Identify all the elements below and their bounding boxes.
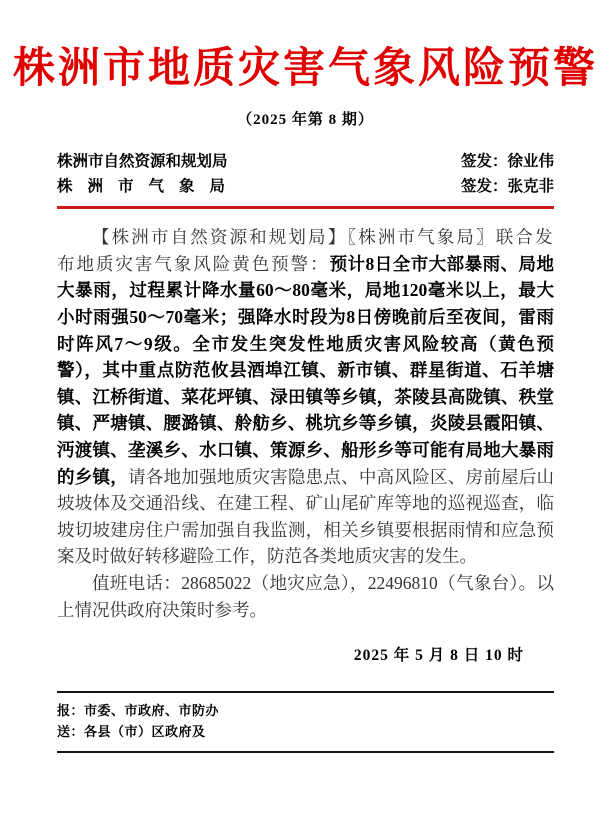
issue-number: （2025 年第 8 期） [237, 112, 374, 129]
warning-paragraph [57, 224, 554, 570]
document-body [57, 224, 554, 623]
warning-guidance-text: 请各地加强地质灾害隐患点、中高风险区、房前屋后山坡坡体及交通沿线、在建工程、矿山尾矿库等地的巡视巡查，临坡切坡建房住户需加强自我监测，相关乡镇要根据雨情和应急预案及时做好转移避险工作，防范各类地质灾害的发生。 [57, 466, 555, 567]
warning-emphasis-text: 预计8日全市大部暴雨、局地大暴雨，过程累计降水量60～80毫米，局地120毫米以上，最大小时雨强50～70毫米；强降水时段为8日傍晚前后至夜间，雷雨时阵风7～9级。全市发生突发性地质灾害风险较高（黄色预警），其中重点防范攸县酒埠江镇、新市镇、群星街道、石羊塘镇、江桥街道、菜花坪镇、渌田镇等乡镇，茶陵县高陇镇、秩堂镇、严塘镇、腰潞镇、舲舫乡、桃坑乡等乡镇，炎陵县霞阳镇、沔渡镇、垄溪乡、水口镇、策源乡、船形乡等可能有局地大暴雨的乡镇， [57, 253, 555, 487]
issue-date: 2025 年 5 月 8 日 10 时 [353, 647, 524, 665]
red-divider-line [57, 206, 554, 209]
signer-meteorological-bureau: 签发：张克非 [460, 178, 554, 196]
warning-intro-text: 【株洲市自然资源和规划局】〖株洲市气象局〗联合发布地质灾害气象风险黄色预警： [57, 227, 554, 274]
footer-report-line: 报：市委、市政府、市防办 [57, 703, 220, 719]
page-title: 株洲市地质灾害气象风险预警 [12, 46, 598, 92]
header-row-resources-bureau [57, 149, 554, 174]
org-name-meteorological-bureau: 株洲市气象局 [57, 178, 225, 196]
duty-phone-paragraph: 值班电话：28685022（地灾应急），22496810（气象台）。以上情况供政府决策时参考。 [57, 572, 554, 620]
distribution-footer [57, 691, 554, 753]
org-name-resources-bureau: 株洲市自然资源和规划局 [57, 153, 228, 171]
header-row-meteorological-bureau [57, 174, 554, 199]
signer-resources-bureau: 签发：徐业伟 [460, 153, 554, 171]
footer-send-line: 送：各县（市）区政府及 [57, 724, 206, 740]
issuing-header [57, 149, 554, 199]
